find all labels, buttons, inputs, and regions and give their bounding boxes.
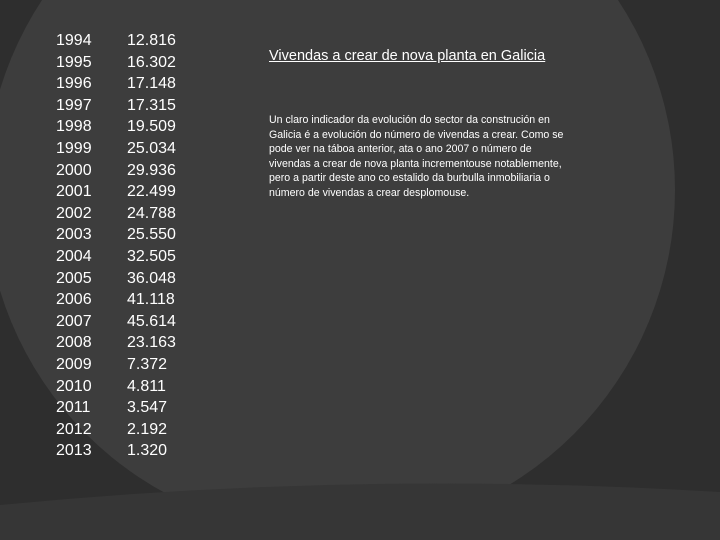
table-row	[56, 52, 197, 74]
year-cell: 1996	[56, 75, 92, 93]
table-row	[56, 95, 197, 117]
value-cell: 1.320	[127, 442, 168, 460]
table-row	[56, 30, 197, 52]
year-cell: 2002	[56, 204, 92, 222]
value-cell: 32.505	[127, 247, 176, 265]
value-cell: 29.936	[127, 161, 176, 179]
year-cell: 2006	[56, 291, 92, 309]
value-cell: 19.509	[127, 118, 176, 136]
table-row	[56, 138, 197, 160]
year-cell: 2009	[56, 355, 92, 373]
table-row	[56, 116, 197, 138]
year-cell: 2007	[56, 312, 92, 330]
table-row	[56, 246, 197, 268]
year-cell: 2010	[56, 377, 92, 395]
slide-body-text: Un claro indicador da evolución do sector da construción en Galicia é a evolución do número de vivendas a crear. Como se pode ver na táboa anterior, ata o ano 2007 o número de vivendas a crear de nova planta incrementouse notablemente, pero a partir deste ano co estalido da burbulla inmobiliaria o número de vivendas a crear desplomouse.	[269, 114, 564, 199]
year-cell: 2012	[56, 420, 92, 438]
table-row	[56, 332, 197, 354]
year-cell: 2011	[56, 399, 91, 417]
value-cell: 16.302	[127, 53, 176, 71]
year-cell: 2005	[56, 269, 92, 287]
table-row	[56, 203, 197, 225]
year-cell: 1997	[56, 96, 92, 114]
year-cell: 1999	[56, 139, 92, 157]
housing-table-body	[56, 30, 197, 462]
table-row	[56, 224, 197, 246]
table-row	[56, 268, 197, 290]
value-cell: 45.614	[127, 312, 176, 330]
value-cell: 22.499	[127, 183, 176, 201]
value-cell: 25.550	[127, 226, 176, 244]
year-cell: 2003	[56, 226, 92, 244]
housing-table	[56, 30, 197, 462]
value-cell: 23.163	[127, 334, 176, 352]
table-row	[56, 354, 197, 376]
value-cell: 7.372	[127, 355, 168, 373]
table-row	[56, 397, 197, 419]
value-cell: 4.811	[127, 377, 166, 395]
slide-title: Vivendas a crear de nova planta en Galicia	[269, 48, 546, 64]
year-cell: 1994	[56, 32, 92, 49]
year-cell: 2004	[56, 247, 92, 265]
table-row	[56, 311, 197, 333]
value-cell: 2.192	[127, 420, 168, 438]
value-cell: 3.547	[127, 399, 168, 417]
table-row	[56, 440, 197, 462]
year-cell: 2013	[56, 442, 92, 460]
table-row	[56, 181, 197, 203]
value-cell: 17.315	[127, 96, 176, 114]
table-row	[56, 419, 197, 441]
table-row	[56, 376, 197, 398]
value-cell: 24.788	[127, 204, 176, 222]
year-cell: 2008	[56, 334, 92, 352]
value-cell: 41.118	[127, 291, 175, 309]
value-cell: 12.816	[127, 32, 176, 49]
year-cell: 1998	[56, 118, 92, 136]
year-cell: 2001	[56, 183, 92, 201]
value-cell: 36.048	[127, 269, 176, 287]
year-cell: 2000	[56, 161, 92, 179]
table-row	[56, 289, 197, 311]
table-row	[56, 73, 197, 95]
year-cell: 1995	[56, 53, 92, 71]
value-cell: 25.034	[127, 139, 176, 157]
value-cell: 17.148	[127, 75, 176, 93]
table-row	[56, 160, 197, 182]
